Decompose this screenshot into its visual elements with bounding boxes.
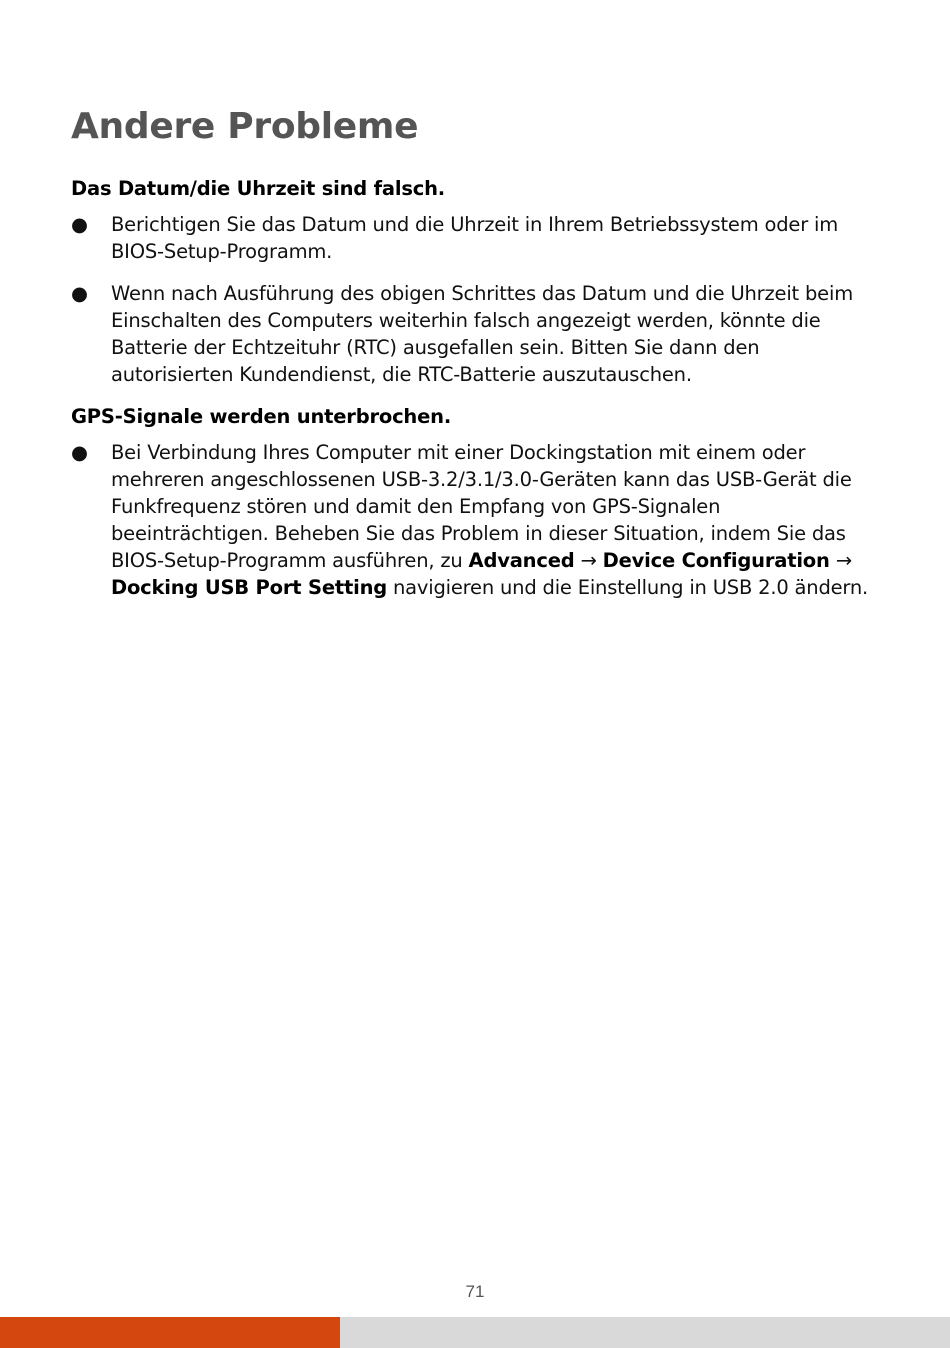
page-title: Andere Probleme — [71, 106, 419, 147]
footer-accent-stripe — [0, 1317, 340, 1348]
bullet-icon: ● — [71, 282, 88, 305]
list-item — [71, 211, 883, 265]
list-item — [71, 280, 883, 388]
list-item-text: Bei Verbindung Ihres Computer mit einer Dockingstation mit einem oder mehreren angeschlossenen USB-3.2/3.1/3.0-Geräten kann das USB-Gerät die Funkfrequenz stören und damit den Empfang von GPS-Signalen beeinträchtigen. Beheben Sie das Problem in dieser Situation, indem Sie das BIOS-Setup-Programm ausführen, zu — [111, 441, 852, 572]
menu-path-docking-usb-port-setting: Docking USB Port Setting — [111, 576, 388, 599]
list-item — [71, 439, 883, 601]
page-number: 71 — [465, 1282, 485, 1301]
arrow-right-icon: → — [835, 549, 852, 572]
footer-bar — [0, 1317, 950, 1348]
list-item-text-end: navigieren und die Einstellung in USB 2.0 ändern. — [387, 576, 869, 599]
list-gps — [71, 439, 883, 601]
section-heading-gps: GPS-Signale werden unterbrochen. — [71, 405, 452, 428]
list-item-text: Wenn nach Ausführung des obigen Schrittes das Datum und die Uhrzeit beim Einschalten des Computers weiterhin falsch angezeigt werden, könnte die Batterie der Echtzeituhr (RTC) ausgefallen sein. Bitten Sie dann den autorisierten Kundendienst, die RTC-Batterie auszutauschen. — [111, 282, 853, 386]
menu-path-advanced: Advanced — [468, 549, 575, 572]
list-item-text: Berichtigen Sie das Datum und die Uhrzeit in Ihrem Betriebssystem oder im BIOS-Setup-Programm. — [111, 213, 839, 263]
bullet-icon: ● — [71, 213, 88, 236]
section-heading-datetime: Das Datum/die Uhrzeit sind falsch. — [71, 177, 445, 200]
menu-path-device-configuration: Device Configuration — [602, 549, 830, 572]
list-datetime — [71, 211, 883, 388]
document-body — [71, 100, 883, 616]
bullet-icon: ● — [71, 441, 88, 464]
footer-gray-stripe — [340, 1317, 950, 1348]
arrow-right-icon: → — [580, 549, 597, 572]
